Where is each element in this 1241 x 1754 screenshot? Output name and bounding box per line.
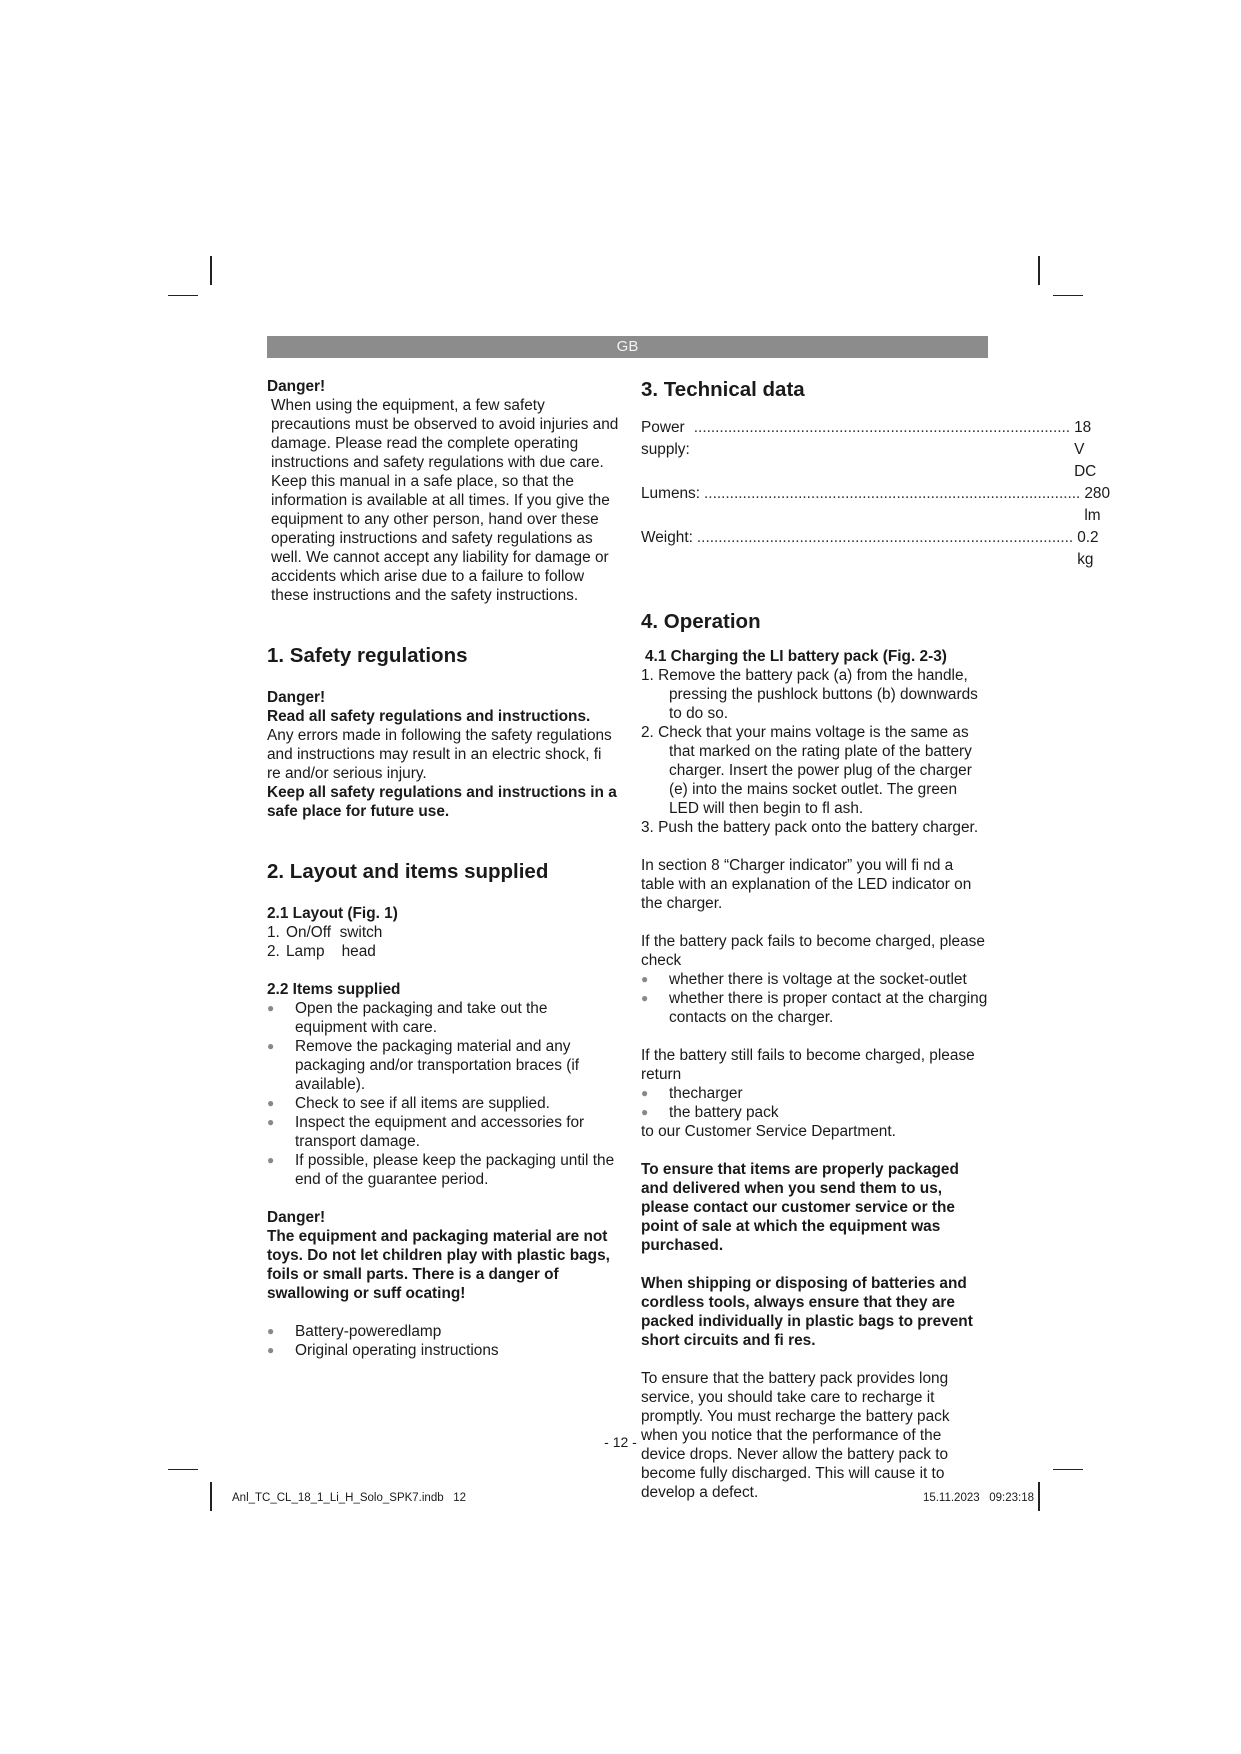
packaging-danger-title: Danger! [267,1209,326,1226]
safety-keep-notice: Keep all safety regulations and instructions in a safe place for future use. [267,784,617,820]
table-row: Weight: ........................................................................................ 0.2 kg [641,529,1099,568]
list-item: ● Remove the packaging material and any packaging and/or transportation braces (if available). [267,1038,580,1093]
list-item: ● Battery-poweredlamp [267,1323,442,1340]
packaging-notice: To ensure that items are properly packaged and delivered when you send them to us, please contact our customer service or the point of sale at which the equipment was purchased. [641,1161,959,1254]
list-item: ● Open the packaging and take out the equipment with care. [267,1000,548,1036]
section8-text: In section 8 “Charger indicator” you will fi nd a table with an explanation of the LED indicator on the charger. [641,857,972,912]
layout-list [267,923,619,961]
checks-list [641,970,989,1027]
crop-mark [1038,1482,1040,1511]
packaging-danger-text: The equipment and packaging material are not toys. Do not let children play with plastic bags, foils or small parts. There is a danger of swallowing or suff ocating! [267,1228,610,1302]
page-number: - 12 - [604,1434,637,1450]
list-item: 1. Remove the battery pack (a) from the handle, pressing the pushlock buttons (b) downwards to do so. [641,667,978,722]
bullet-icon: ● [267,1096,275,1110]
crop-mark [1053,1469,1083,1470]
list-item: ● whether there is voltage at the socket-outlet [641,971,967,988]
section-1-title: 1. Safety regulations [267,644,468,667]
bullet-icon: ● [267,1153,275,1167]
list-item: ● the battery pack [641,1104,779,1121]
footer-filename: Anl_TC_CL_18_1_Li_H_Solo_SPK7.indb 12 [232,1492,466,1504]
danger-title: Danger! [267,378,326,395]
supplied-list [267,1322,619,1360]
shipping-notice: When shipping or disposing of batteries and cordless tools, always ensure that they are packed individually in plastic bags to prevent short circuits and fi res. [641,1275,973,1349]
bullet-icon: ● [267,1343,275,1357]
crop-mark [210,256,212,285]
bullet-icon: ● [641,1105,649,1119]
still-fails-text: If the battery still fails to become charged, please return [641,1047,975,1083]
fails-text: If the battery pack fails to become charged, please check [641,933,985,969]
crop-mark [168,1469,198,1470]
list-item: ● thecharger [641,1085,743,1102]
technical-data-table [641,417,1111,571]
list-item: ● Inspect the equipment and accessories for transport damage. [267,1114,585,1150]
crop-mark [210,1482,212,1511]
items-supplied-list [267,999,619,1189]
list-item: ● Check to see if all items are supplied. [267,1095,550,1112]
layout-subtitle: 2.1 Layout (Fig. 1) [267,905,398,922]
danger-intro-text: When using the equipment, a few safety precautions must be observed to avoid injuries and damage. Please read the complete operating instructions and safety regulations with due care. Keep this manual in a safe place, so that the information is available at all times. If you give the equipment to any other person, hand over these operating instructions and safety regulations as well. We cannot accept any liability for damage or accidents which arise due to a failure to follow these instructions and the safety instructions. [271,397,619,604]
crop-mark [1038,256,1040,285]
language-header-bar: GB [267,336,988,358]
list-item: 2. Check that your mains voltage is the same as that marked on the rating plate of the battery charger. Insert the power plug of the charger (e) into the mains socket outlet. The green LED will then begin to fl ash. [641,724,972,817]
list-item: ● whether there is proper contact at the charging contacts on the charger. [641,990,988,1026]
bullet-icon: ● [267,1115,275,1129]
bullet-icon: ● [641,991,649,1005]
list-item: 2. Lamp head [267,943,376,960]
safety-read-notice: Read all safety regulations and instructions. [267,708,591,725]
table-row: Lumens: ........................................................................................ 280 lm [641,485,1111,524]
battery-life-text: To ensure that the battery pack provides long service, you should take care to recharge it promptly. You must recharge the battery pack when you notice that the performance of the device drops. Never allow the battery pack to become fully discharged. This will cause it to develop a defect. [641,1370,950,1501]
return-list [641,1084,989,1122]
section-2-title: 2. Layout and items supplied [267,860,549,883]
customer-service-text: to our Customer Service Department. [641,1123,896,1140]
crop-mark [1053,295,1083,296]
section-3-title: 3. Technical data [641,378,805,401]
section-4-title: 4. Operation [641,610,761,633]
safety-text: Any errors made in following the safety regulations and instructions may result in an electric shock, fi re and/or serious injury. [267,727,612,782]
list-item: ● If possible, please keep the packaging until the end of the guarantee period. [267,1152,615,1188]
left-column [267,377,619,1360]
charging-steps [641,666,989,837]
footer-timestamp: 15.11.2023 09:23:18 [922,1492,1034,1504]
list-item: 3. Push the battery pack onto the battery charger. [641,819,979,836]
bullet-icon: ● [641,972,649,986]
bullet-icon: ● [267,1324,275,1338]
bullet-icon: ● [267,1001,275,1015]
charging-subtitle: 4.1 Charging the LI battery pack (Fig. 2-3) [645,648,947,665]
list-item: ● Original operating instructions [267,1342,499,1359]
bullet-icon: ● [641,1086,649,1100]
items-supplied-subtitle: 2.2 Items supplied [267,981,401,998]
safety-danger-title: Danger! [267,689,326,706]
bullet-icon: ● [267,1039,275,1053]
list-item: 1. On/Off switch [267,924,383,941]
crop-mark [168,295,198,296]
table-row: Power supply: ........................................................................................ 18 V DC [641,419,1097,480]
